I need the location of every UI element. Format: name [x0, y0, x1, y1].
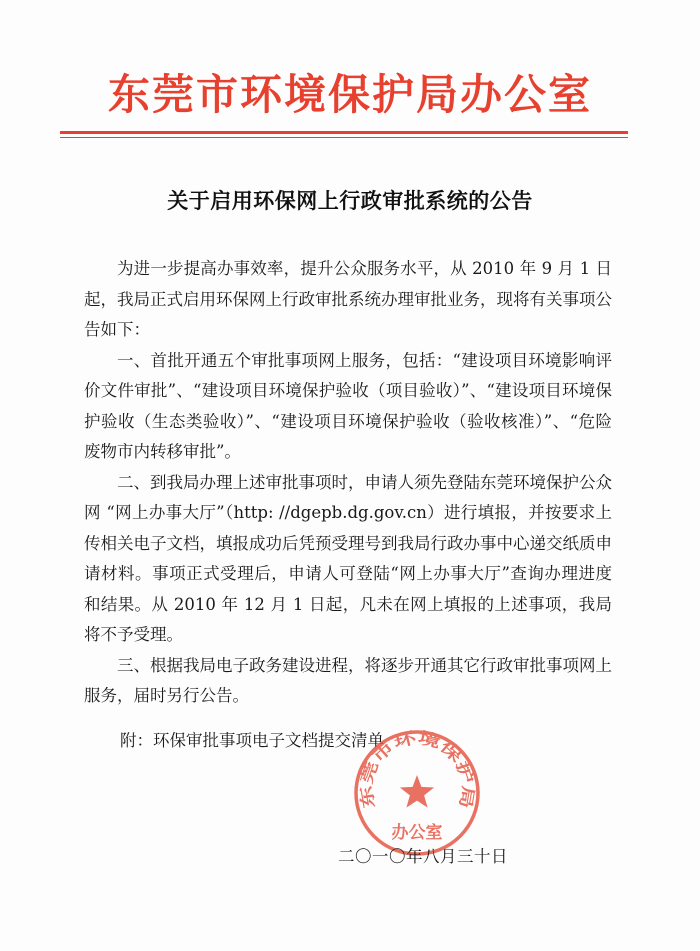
header-rule-thin: [60, 137, 628, 138]
org-header: 东莞市环境保护局办公室: [107, 70, 592, 119]
attachment-note: 附：环保审批事项电子文档提交清单: [120, 731, 384, 750]
seal-bottom-text: 办公室: [391, 823, 443, 843]
paragraph-item-2: 二、到我局办理上述审批事项时，申请人须先登陆东莞环境保护公众网 “网上办事大厅”（http: //dgepb.dg.gov.cn）进行填报，并按要求上传相关电子文档，填报成功后凭预受理号到我局行政办事中心递交纸质申请材料。事项正式受理后，申请人可登陆“网上办事大厅”查询办理进度和结果。从 2010 年 12 月 1 日起，凡未在网上填报的上述事项，我局将不予受理。: [84, 472, 612, 644]
issue-date: 二〇一〇年八月三十日: [338, 847, 508, 866]
seal-arc-text: 东莞市环境保护局: [356, 728, 479, 810]
paragraph-item-3: 三、根据我局电子政务建设进程，将逐步开通其它行政审批事项网上服务，届时另行公告。: [84, 655, 612, 705]
paragraph-item-1: 一、首批开通五个审批事项网上服务，包括：“建设项目环境影响评价文件审批”、“建设项目环境保护验收（项目验收）”、“建设项目环境保护验收（生态类验收）”、“建设项目环境保护验收（验收核准）”、“危险废物市内转移审批”。: [84, 350, 612, 461]
document-title: 关于启用环保网上行政审批系统的公告: [167, 188, 533, 213]
official-seal: [352, 728, 482, 858]
header-rule-thick: [60, 131, 628, 134]
paragraph-intro: 为进一步提高办事效率，提升公众服务水平，从 2010 年 9 月 1 日起，我局正式启用环保网上行政审批系统办理审批业务，现将有关事项公告如下：: [84, 259, 612, 339]
seal-star-icon: [400, 775, 434, 808]
document-body: [84, 254, 612, 712]
